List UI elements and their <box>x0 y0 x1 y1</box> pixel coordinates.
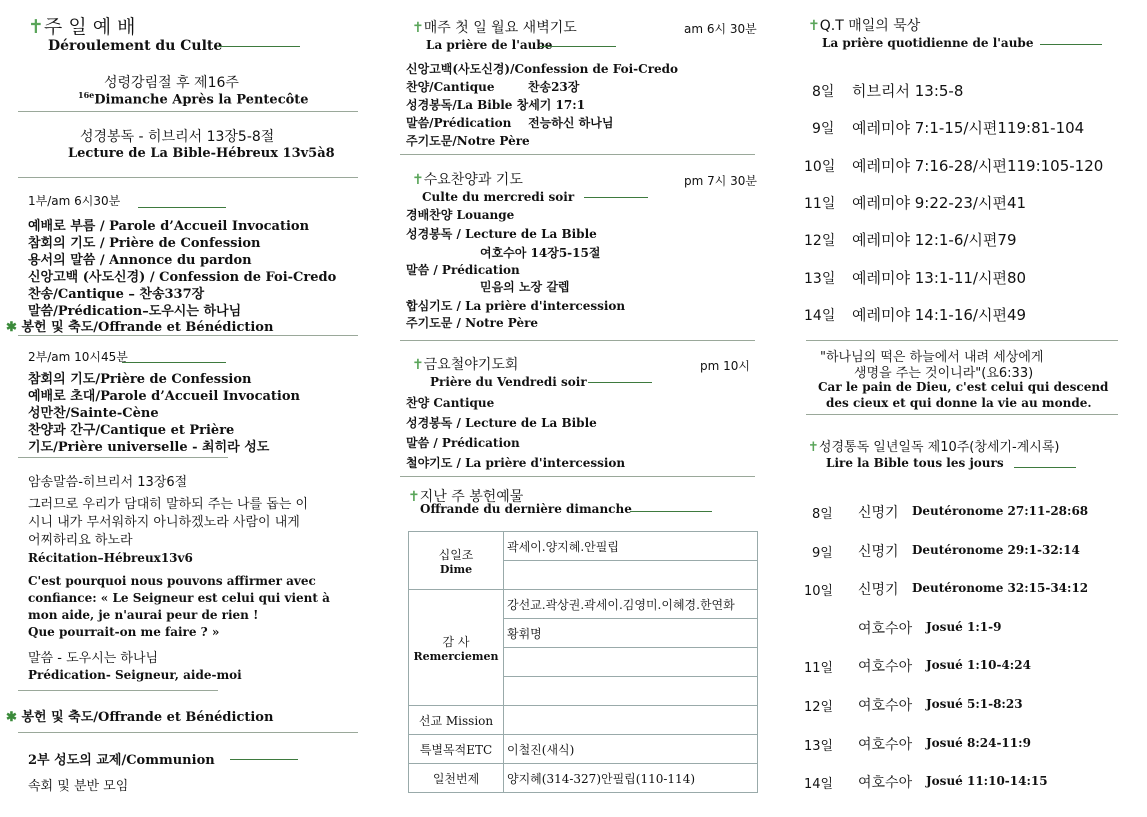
reading-passage-fr: Josué 1:10-4:24 <box>926 658 1031 673</box>
qt-day: 12일 <box>804 233 836 250</box>
qt-title: ✝Q.T 매일의 묵상 <box>808 18 921 34</box>
dawn-prayer-item: 신앙고백(사도신경)/Confession de Foi-Credo <box>406 62 679 76</box>
reading-passage-fr: Josué 11:10-14:15 <box>926 774 1048 789</box>
service2-item: 기도/Prière universelle - 최히라 성도 <box>28 440 270 455</box>
offering-names: 황휘명 <box>504 619 758 648</box>
wednesday-service-item: 주기도문 / Notre Père <box>406 316 539 330</box>
verse-ko-line1: "하나님의 떡은 하늘에서 내려 세상에게 <box>820 350 1044 365</box>
star-icon: ✱ <box>6 710 17 725</box>
offering-names <box>504 677 758 706</box>
qt-passage: 히브리서 13:5-8 <box>852 82 964 100</box>
offering-category-fr: Remerciemen <box>413 649 499 663</box>
dawn-prayer-item: 주기도문/Notre Père <box>406 134 530 148</box>
service2-item: 참회의 기도/Prière de Confession <box>28 372 252 387</box>
wednesday-service-subtitle: Culte du mercredi soir <box>422 190 575 204</box>
wednesday-service-item: 믿음의 노장 갈렙 <box>480 280 570 294</box>
qt-passage: 예레미야 12:1-6/시편79 <box>852 231 1017 250</box>
offering-category-ko: 선교 Mission <box>418 713 494 728</box>
reading-day: 9일 <box>812 545 833 561</box>
service1-item: 신앙고백 (사도신경) / Confession de Foi-Credo <box>28 270 337 285</box>
wednesday-service-time: pm 7시 30분 <box>684 174 758 188</box>
qt-passage: 예레미야 13:1-11/시편80 <box>852 268 1027 287</box>
small-group-meetings: 속회 및 분반 모임 <box>28 779 129 794</box>
qt-subtitle: La prière quotidienne de l'aube <box>822 36 1034 50</box>
star-icon: ✱ <box>6 320 17 335</box>
offering-row <box>409 532 758 561</box>
reading-book-ko: 신명기 <box>858 543 899 560</box>
sunday-service-title: ✝주 일 예 배 <box>28 16 136 38</box>
service1-item: 용서의 말씀 / Annonce du pardon <box>28 253 252 268</box>
offering-category <box>409 706 504 735</box>
reading-book-ko: 여호수아 <box>858 620 913 637</box>
column-sunday-service <box>6 0 358 817</box>
offering-category-ko: 감 사 <box>442 634 470 649</box>
offering-category-ko: 특별목적ETC <box>419 742 493 757</box>
dawn-prayer-item: 찬양/Cantique 찬송23장 <box>406 80 580 94</box>
dawn-prayer-item: 말씀/Prédication 전능하신 하나님 <box>406 116 614 130</box>
reading-passage-fr: Deutéronome 27:11-28:68 <box>912 504 1089 518</box>
bible-reading-title: ✝성경통독 일년일독 제10주(창세기-계시록) <box>808 440 1060 455</box>
memory-verse-fr-line: C'est pourquoi nous pouvons affirmer avec <box>28 574 316 588</box>
qt-passage: 예레미야 9:22-23/시편41 <box>852 193 1027 212</box>
qt-day: 8일 <box>812 84 835 100</box>
memory-verse-fr-line: mon aide, je n'aurai peur de rien ! <box>28 608 259 622</box>
recitation-label: Récitation–Hébreux13v6 <box>28 551 193 565</box>
reading-book-ko: 여호수아 <box>858 736 913 753</box>
offering-row <box>409 735 758 764</box>
wednesday-service-item: 합심기도 / La prière d'intercession <box>406 299 626 313</box>
offering-names <box>504 648 758 677</box>
qt-day: 13일 <box>804 270 836 287</box>
memory-verse-heading: 암송말씀-히브리서 13장6절 <box>28 475 188 490</box>
service2-item: 찬양과 간구/Cantique et Prière <box>28 423 235 438</box>
reading-day: 14일 <box>804 777 834 793</box>
offering-row <box>409 764 758 793</box>
cross-icon: ✝ <box>412 20 424 36</box>
memory-verse-fr-line: confiance: « Le Seigneur est celui qui vient à <box>28 591 330 605</box>
offering-names <box>504 561 758 590</box>
offering-names: 곽세이.양지혜.안필립 <box>504 532 758 561</box>
sermon-fr: Prédication- Seigneur, aide-moi <box>28 668 242 682</box>
dawn-prayer-time: am 6시 30분 <box>684 22 757 36</box>
memory-verse-ko-line: 어찌하리요 하노라 <box>28 533 133 548</box>
reading-book-ko: 신명기 <box>858 582 899 599</box>
verse-ko-line2: 생명을 주는 것이니라"(요6:33) <box>854 366 1034 381</box>
bible-reading-subtitle: Lire la Bible tous les jours <box>826 456 1004 470</box>
wednesday-service-title: ✝수요찬양과 기도 <box>412 172 523 188</box>
reading-passage-fr: Josué 8:24-11:9 <box>926 735 1031 750</box>
offering-names: 강선교.곽상권.곽세이.김영미.이혜경.한연화 <box>504 590 758 619</box>
qt-day: 9일 <box>812 121 835 138</box>
dawn-prayer-item: 성경봉독/La Bible 창세기 17:1 <box>406 98 586 112</box>
offering-names: 양지혜(314-327)안필립(110-114) <box>504 764 758 793</box>
service1-item: 찬송/Cantique – 찬송337장 <box>28 287 205 302</box>
offering-category <box>409 532 504 590</box>
reading-passage-fr: Deutéronome 29:1-32:14 <box>912 542 1080 557</box>
reading-ko: 성경봉독 - 히브리서 13장5-8절 <box>80 129 275 145</box>
reading-day: 8일 <box>812 507 833 522</box>
memory-verse-fr-line: Que pourrait-on me faire ? » <box>28 625 220 639</box>
service2-heading: 2부/am 10시45분 <box>28 350 128 364</box>
dawn-prayer-title: ✝매주 첫 일 월요 새벽기도 <box>412 20 577 36</box>
qt-day: 10일 <box>804 158 836 175</box>
offering-category <box>409 764 504 793</box>
service2-item: 성만찬/Sainte-Cène <box>28 406 159 421</box>
reading-day: 11일 <box>804 661 834 677</box>
reading-book-ko: 신명기 <box>858 505 899 521</box>
friday-prayer-time: pm 10시 <box>700 359 750 373</box>
qt-passage: 예레미야 14:1-16/시편49 <box>852 305 1027 324</box>
wednesday-service-item: 여호수아 14장5-15절 <box>480 246 601 260</box>
reading-day: 12일 <box>804 700 834 715</box>
reading-fr: Lecture de La Bible-Hébreux 13v5à8 <box>68 146 335 161</box>
service1-item: 말씀/Prédication–도우시는 하나님 <box>28 304 242 319</box>
offering-names <box>504 706 758 735</box>
sunday-name-fr: $^{16e}$Dimanche Après la Pentecôte <box>78 90 309 108</box>
offering-category-fr: Dime <box>439 562 473 576</box>
qt-day: 14일 <box>804 307 836 324</box>
offering-row <box>409 590 758 619</box>
reading-book-ko: 여호수아 <box>858 775 913 792</box>
verse-fr-line1: Car le pain de Dieu, c'est celui qui descend <box>818 380 1109 394</box>
last-week-offering-subtitle: Offrande du dernière dimanche <box>420 502 632 516</box>
last-week-offering-title: ✝지난 주 봉헌예물 <box>408 489 524 505</box>
verse-fr-line2: des cieux et qui donne la vie au monde. <box>826 396 1092 410</box>
reading-passage-fr: Deutéronome 32:15-34:12 <box>912 581 1089 596</box>
wednesday-service-item: 성경봉독 / Lecture de La Bible <box>406 227 597 241</box>
friday-prayer-title: ✝금요철야기도회 <box>412 357 519 373</box>
offering-category-ko: 일천번제 <box>432 771 480 786</box>
reading-passage-fr: Josué 1:1-9 <box>926 619 1002 634</box>
sunday-service-subtitle: Déroulement du Culte <box>48 38 223 54</box>
cross-icon: ✝ <box>408 489 420 505</box>
friday-prayer-subtitle: Prière du Vendredi soir <box>430 375 587 389</box>
service1-last-item: ✱ 봉헌 및 축도/Offrande et Bénédiction <box>6 320 274 335</box>
cross-icon: ✝ <box>412 357 424 373</box>
friday-prayer-item: 찬양 Cantique <box>406 396 495 410</box>
offering-row <box>409 706 758 735</box>
service1-item: 예배로 부름 / Parole d’Accueil Invocation <box>28 219 310 234</box>
friday-prayer-item: 철야기도 / La prière d'intercession <box>406 456 626 470</box>
qt-passage: 예레미야 7:16-28/시편119:105-120 <box>852 156 1104 175</box>
reading-book-ko: 여호수아 <box>858 698 913 714</box>
offering-category <box>409 735 504 764</box>
qt-day: 11일 <box>804 195 836 212</box>
column-daily-meditation <box>800 0 1130 817</box>
reading-book-ko: 여호수아 <box>858 659 913 676</box>
friday-prayer-item: 말씀 / Prédication <box>406 436 520 450</box>
offering-benediction: ✱ 봉헌 및 축도/Offrande et Bénédiction <box>6 710 274 725</box>
offering-category-ko: 십일조 <box>438 547 474 562</box>
wednesday-service-item: 말씀 / Prédication <box>406 263 520 277</box>
cross-icon: ✝ <box>808 18 820 34</box>
dawn-prayer-subtitle: La prière de l'aube <box>426 38 553 52</box>
cross-icon: ✝ <box>28 16 44 38</box>
offering-table <box>408 531 758 793</box>
reading-passage-fr: Josué 5:1-8:23 <box>926 697 1023 711</box>
offering-category <box>409 590 504 706</box>
offering-names: 이철진(새식) <box>504 735 758 764</box>
cross-icon: ✝ <box>808 440 819 455</box>
service1-heading: 1부/am 6시30분 <box>28 194 121 208</box>
reading-day: 13일 <box>804 738 834 754</box>
memory-verse-ko-line: 그러므로 우리가 담대히 말하되 주는 나를 돕는 이 <box>28 497 309 512</box>
service1-item: 참회의 기도 / Prière de Confession <box>28 236 261 251</box>
sunday-name-ko: 성령강림절 후 제16주 <box>104 75 239 91</box>
friday-prayer-item: 성경봉독 / Lecture de La Bible <box>406 416 597 430</box>
qt-passage: 예레미야 7:1-15/시편119:81-104 <box>852 119 1085 138</box>
memory-verse-ko-line: 시니 내가 무서워하지 아니하겠노라 사람이 내게 <box>28 515 300 530</box>
sermon-ko: 말씀 - 도우시는 하나님 <box>28 651 159 666</box>
cross-icon: ✝ <box>412 172 424 188</box>
communion: 2부 성도의 교제/Communion <box>28 753 215 768</box>
service2-item: 예배로 초대/Parole d’Accueil Invocation <box>28 389 300 404</box>
wednesday-service-item: 경배찬양 Louange <box>406 208 515 222</box>
reading-day: 10일 <box>804 584 834 600</box>
column-weekly-prayer <box>400 0 758 817</box>
